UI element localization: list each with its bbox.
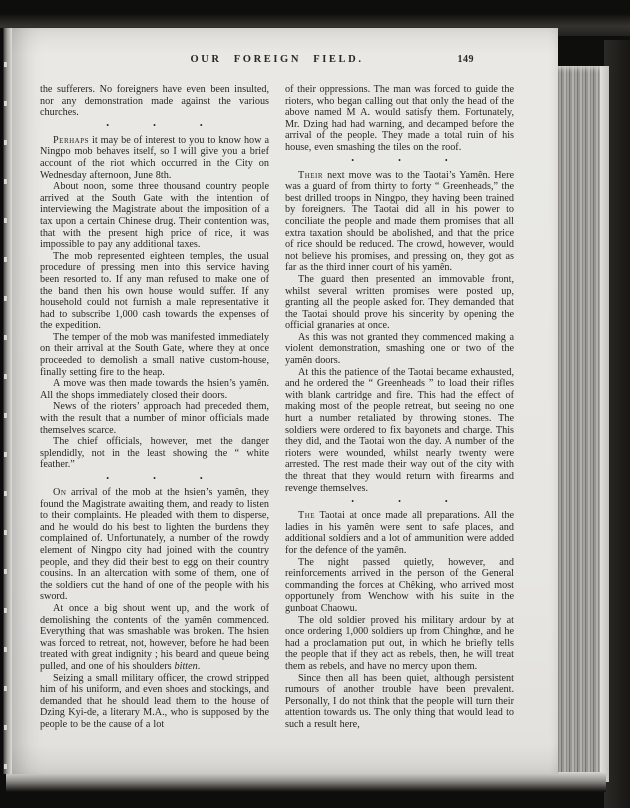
separator-dot: • xyxy=(199,121,203,131)
spine-stitching xyxy=(4,28,7,774)
book-page xyxy=(10,28,558,774)
paragraph: the sufferers. No foreigners have even been insulted, nor any demonstration made against the various churches. xyxy=(40,84,269,119)
paragraph: A move was then made towards the hsien’s yamên. All the shops immediately closed their doors. xyxy=(40,378,269,401)
section-separator xyxy=(40,120,269,133)
paragraph: The night passed quietly, however, and reinforcements arrived in the person of the General commanding the forces at Chêking, who arrived most opportunely from Wenchow with his suite in the gunboat Chaowu. xyxy=(285,556,514,614)
section-separator xyxy=(40,472,269,485)
paragraph: The Taotai at once made all preparations. All the ladies in his yamên were sent to safe places, and additional soldiers and a lot of ammunition were added for the defence of the yamên. xyxy=(285,510,514,556)
paragraph: Perhaps it may be of interest to you to know how a Ningpo mob behaves itself, so I will give you a brief account of the riot which occurred in the City on Wednesday afternoon, June 8th. xyxy=(40,134,269,181)
separator-dot: • xyxy=(106,473,110,483)
section-separator xyxy=(285,155,514,168)
paragraph: The temper of the mob was manifested immediately on their arrival at the South Gate, where they at once proceeded to demolish a small native custom-house, finally setting fire to the heap. xyxy=(40,331,269,378)
paragraph: The mob represented eighteen temples, the usual procedure of pressing men into this service having been resorted to. If any man refused to make one of the band then his own house would suffer. If any household could not furnish a male representative it had to subscribe 1,000 cash towards the expenses of the expedition. xyxy=(40,250,269,332)
paragraph: About noon, some three thousand country people arrived at the South Gate with the intention of interviewing the Magistrate about the imposition of a tax upon a certain Chinese drug. Their contention was, that with the present high price of rice, it was impossible to pay any additional taxes. xyxy=(40,181,269,251)
paragraph: Their next move was to the Taotai’s Yamên. Here was a guard of from thirty to forty “ Greenheads,” the best drilled troops in Ningpo, they having been trained by foreigners. The Taotai did all in his power to conciliate the people and made them promises that all extra taxation should be abolished, and that the price of rice should be reduced. The crowd, however, would not believe his promises, and pressing on, they got as far as the third inner court of his yamên. xyxy=(285,169,514,274)
page-stack-bottom-edge xyxy=(6,772,606,792)
paragraph-lead: The xyxy=(298,510,316,522)
separator-dot: • xyxy=(199,473,203,483)
separator-dot: • xyxy=(351,496,355,506)
paragraph-lead: Their xyxy=(298,169,324,181)
paragraph: At once a big shout went up, and the work of demolishing the contents of the yamên commenced. Everything that was smashable was broken. The hsien was forced to retreat, not, however, before he had been treated with great indignity ; his beard and queue being pulled, and one of his shoulders bitten. xyxy=(40,602,269,672)
running-title: OUR FOREIGN FIELD. xyxy=(190,54,364,65)
separator-dot: • xyxy=(398,156,401,166)
separator-dot: • xyxy=(153,121,156,131)
separator-dot: • xyxy=(398,496,401,506)
paragraph: The old soldier proved his military ardour by at once ordering 1,000 soldiers up from Chinghœ, and he had a proclamation put out, in which he briefly tells the people that if they act as rebels, then, he will treat them as rebels, and have no mercy upon them. xyxy=(285,614,514,672)
paragraph: Seizing a small military officer, the crowd stripped him of his uniform, and even shoes and stockings, and demanded that he should lead them to the house of Dzing Kyi-de, a literary M.A., who is supposed by the people to be the cause of a lot xyxy=(40,672,269,730)
paragraph: On arrival of the mob at the hsien’s yamên, they found the Magistrate awaiting them, and ready to listen to their complaints. He pleaded with them to disperse, and he would do his best to lighten the burdens they complained of. Unfortunately, a number of the rowdy element of Ningpo city had joined with the country people, and they did their best to egg on their country cousins. In an altercation with some of them, one of the soldiers cut the hand of one of the people with his sword. xyxy=(40,487,269,603)
column-2 xyxy=(285,84,514,730)
paragraph: The guard then presented an immovable front, whilst several written promises were posted up, granting all the people asked for. They demanded that the Taotai should prove his sincerity by opening the official granaries at once. xyxy=(285,273,514,332)
page-header xyxy=(40,54,514,68)
paragraph: The chief officials, however, met the danger splendidly, not in the least showing the “ white feather.” xyxy=(40,436,269,471)
paragraph: Since then all has been quiet, although persistent rumours of another trouble have been prevalent. Personally, I do not think that the people will turn their attention towards us. The only thing that would lead to such a result here, xyxy=(285,672,514,730)
paragraph: News of the rioters’ approach had preceded them, with the result that a number of minor officials made themselves scarce. xyxy=(40,401,269,436)
text-block xyxy=(40,84,514,730)
paragraph-lead: Perhaps xyxy=(53,134,90,146)
separator-dot: • xyxy=(106,121,110,131)
separator-dot: • xyxy=(444,156,448,166)
page-stack-fore-edge xyxy=(556,66,600,782)
paragraph: At this the patience of the Taotai became exhausted, and he ordered the “ Greenheads ” to load their rifles with blank cartridge and fire. This had the effect of making most of the people retreat, but seeing no one hurt a number retaliated by throwing stones. The soldiers were ordered to fix bayonets and charge. This they did, and the Taotai won the day. A number of the rioters were wounded, whilst nearly twenty were arrested. The rest made their way out of the city with the threat that they would return with firearms and revenge themselves. xyxy=(285,366,514,494)
column-1 xyxy=(40,84,269,730)
separator-dot: • xyxy=(444,496,448,506)
page-number: 149 xyxy=(457,54,474,65)
separator-dot: • xyxy=(351,156,355,166)
separator-dot: • xyxy=(153,473,156,483)
paragraph: of their oppressions. The man was forced to guide the rioters, who began calling out that only the head of the above named M A. would satisfy them. Fortunately, Mr. Dzing had had warning, and decamped before the arrival of the people. They made a total ruin of his house, even smashing the tiles on the roof. xyxy=(285,84,514,153)
paragraph-lead: On xyxy=(53,487,67,498)
page-stack-highlight xyxy=(600,66,609,782)
paragraph: As this was not granted they commenced making a violent demonstration, smashing one or two of the yamên doors. xyxy=(285,331,514,367)
section-separator xyxy=(285,495,514,508)
